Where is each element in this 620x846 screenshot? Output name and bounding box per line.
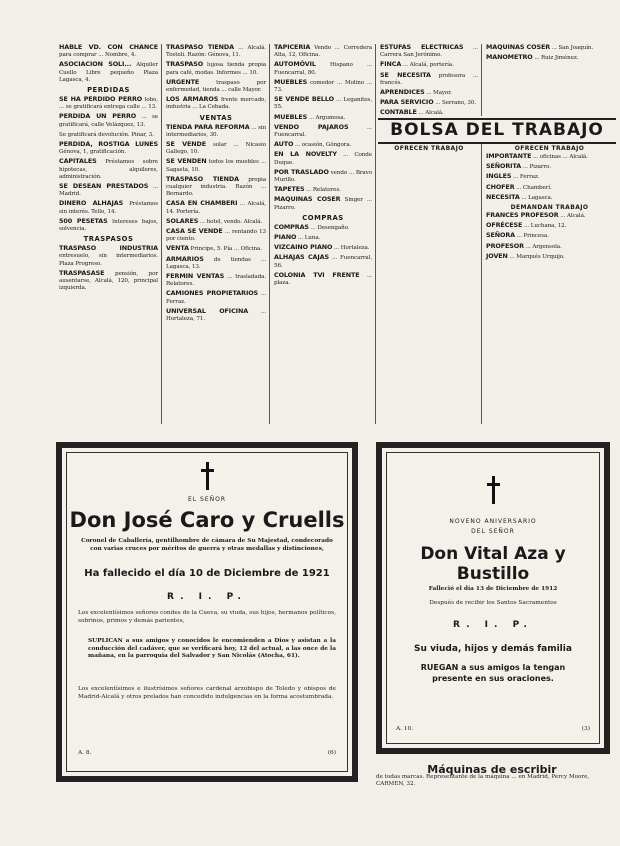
classified-ad	[274, 186, 372, 194]
ad-body: ... Serrano, 30.	[435, 100, 477, 107]
classified-ad	[166, 141, 266, 156]
classified-ad	[486, 222, 613, 230]
section-heading: OFRECEN TRABAJO	[514, 145, 585, 152]
classified-ad	[166, 273, 266, 288]
classified-ad	[166, 176, 266, 199]
classified-ad	[380, 109, 478, 116]
deceased-name: Don José Caro y Cruells	[69, 508, 345, 532]
ad-body: Préstamos sobre hipotecas, alquileres, administración.	[59, 159, 158, 180]
ad-headline: POR TRASLADO	[274, 167, 329, 176]
ad-body: ... Alcalá. Tostoli. Razón: Génova, 11.	[166, 45, 266, 59]
classified-ad	[486, 194, 613, 202]
ad-headline: SE NECESITA	[380, 70, 431, 79]
ad-body: ... plaza.	[274, 272, 372, 287]
ad-headline: ASOCIACION SOLI...	[59, 60, 132, 69]
classified-ad	[59, 158, 158, 181]
ad-headline: PERDIDA, ROSTIGA LUNES	[59, 140, 158, 149]
ad-headline: URGENTE	[166, 77, 200, 86]
ad-body: propia cualquier industria. Razón ... Bernardo.	[166, 176, 266, 198]
ad-headline: JOVEN	[486, 251, 508, 260]
classified-ad	[166, 44, 266, 59]
ad-body: ... Fuencarral.	[274, 124, 372, 139]
ad-headline: AUTOMÓVIL	[274, 60, 316, 69]
ad-body: ... Fuencarral, 56.	[274, 255, 372, 269]
ad-headline: MUEBLES	[274, 77, 308, 86]
ad-headline: MUEBLES	[274, 112, 308, 121]
ad-body: ... Alcalá.	[560, 213, 586, 220]
classified-ad	[380, 44, 478, 59]
ad-headline: TAPETES	[274, 185, 305, 194]
ad-headline: SE HA PERDIDO PERRO	[59, 95, 143, 104]
ad-body: ... Madrid.	[59, 184, 158, 198]
classified-column-1	[56, 44, 162, 424]
ad-body: ... sin intermediarios, 30.	[166, 124, 266, 138]
ad-headline: ALHAJAS CAJAS	[274, 253, 330, 262]
ad-body: ... trasladada. Relatores.	[166, 274, 266, 288]
classified-ad	[59, 270, 158, 293]
ad-headline: CAMIONES PROPIETARIOS	[166, 289, 259, 298]
classified-ad	[380, 61, 478, 69]
ad-body: ... Conde Duque.	[274, 152, 372, 166]
classified-ad	[486, 243, 613, 251]
classified-ad	[59, 113, 158, 128]
classified-ad	[274, 196, 372, 211]
section-heading: OFRECEN TRABAJO	[394, 145, 464, 152]
ad-headline: CASA SE VENDE	[166, 227, 223, 236]
classified-ad	[59, 131, 158, 139]
rip-text: R. I. P.	[453, 620, 533, 630]
section-heading: PERDIDAS	[87, 86, 130, 95]
classified-ad	[486, 212, 613, 220]
obituary-aza	[376, 442, 610, 754]
ad-body: ... hotel, vendo. Alcalá.	[199, 218, 263, 225]
ad-body: ... Argumosa.	[308, 114, 346, 121]
ad-headline: COMPRAS	[274, 222, 309, 231]
ad-body: Préstamos sin interés. Tello, 14.	[59, 201, 158, 215]
classified-ad	[274, 124, 372, 139]
ad-headline: VENDO PAJAROS	[274, 122, 349, 131]
ad-headline: SEÑORITA	[486, 162, 522, 171]
reference-number: (6)	[327, 750, 336, 757]
family-text: Los excelentísimos señores condes de la Cueva, su viuda, sus hijos, hermanos políticos, sobrinos, primos y demás parientes,	[78, 610, 336, 624]
classified-column-5	[483, 44, 616, 116]
ad-headline: VENTA	[166, 244, 189, 253]
ad-body: Intereses bajos, solvencia.	[59, 218, 158, 233]
ad-headline: FINCA	[380, 60, 402, 69]
ad-body: ... Luna.	[297, 235, 321, 242]
ad-headline: MAQUINAS COSER	[486, 44, 551, 51]
classified-ad	[274, 96, 372, 111]
ad-headline: MAQUINAS COSER	[274, 195, 341, 204]
ad-headline: TRASPASASE	[59, 268, 105, 277]
ad-headline: SE VENDE BELLO	[274, 95, 334, 104]
classified-ad	[274, 244, 372, 252]
ad-body: ... Alcalá, 14. Portería.	[166, 201, 266, 215]
cross-icon	[201, 462, 213, 490]
ad-body: lujosa tienda propia para café, modas. Informes ... 10.	[166, 62, 266, 76]
ad-body: ... Desengaño.	[310, 224, 350, 231]
ad-headline: ARMARIOS	[166, 254, 204, 263]
deceased-name: Don Vital Aza y Bustillo	[420, 544, 566, 584]
ad-body: ... ocasión, Góngora.	[295, 142, 352, 149]
ad-body: comedor ... Molino ... 73.	[274, 79, 373, 94]
ad-body: lobo, ... se gratificará entrega calle ... 13.	[59, 97, 158, 111]
ad-body: ... Ferraz.	[513, 174, 540, 181]
ad-body: ... rentando 13 por ciento.	[166, 229, 266, 243]
classified-ad	[166, 79, 266, 94]
ad-body: frente mercado, industria ... La Cebada.	[166, 97, 266, 111]
ad-body: ... Lagasca.	[521, 194, 553, 201]
ad-headline: CONTABLE	[380, 108, 417, 116]
ad-body: traspaso por enfermedad, tienda ... calle Mayor.	[166, 79, 266, 94]
ad-headline: TRASPASO TIENDA	[166, 174, 239, 183]
classified-ad	[166, 245, 266, 253]
typewriter-ad-text: de todas marcas. Representante de la máquina ... en Madrid, Percy Moore, CARMEN, 32.	[376, 774, 590, 787]
classified-ad	[59, 96, 158, 111]
ad-headline: DINERO ALHAJAS	[59, 199, 124, 208]
classified-ad	[274, 169, 372, 184]
ad-headline: SE DESEAN PRESTADOS	[59, 182, 149, 191]
ad-body: todos los muebles ... Sagasta, 10.	[166, 159, 266, 173]
classified-ad	[166, 256, 266, 271]
classified-ad	[486, 253, 613, 261]
ad-headline: VIZCAINO PIANO	[274, 243, 333, 252]
ad-headline: OFRÉCESE	[486, 221, 523, 230]
classified-column-4	[377, 44, 482, 116]
ad-headline: CASA EN CHAMBERI	[166, 199, 238, 208]
ad-body: ... Mayor.	[426, 90, 452, 97]
classified-ad	[166, 61, 266, 76]
classified-ad	[59, 218, 158, 233]
ad-body: pensión, por ausentarse, Alcalá, 120, principal izquierda.	[59, 270, 158, 292]
request-text: RUEGAN a sus amigos la tengan presente en sus oraciones.	[420, 663, 566, 683]
ad-headline: ESTUFAS ELÉCTRICAS	[380, 44, 464, 51]
ad-headline: PERDIDA UN PERRO	[59, 112, 137, 121]
classified-ad	[274, 224, 372, 232]
ad-headline: PROFESOR	[486, 241, 524, 250]
ad-body: entresuelo, sin intermediarios. Plaza Progreso.	[59, 253, 158, 267]
ad-headline: HABLE VD. CON CHANCE	[59, 44, 158, 51]
death-date: Ha fallecido el día 10 de Diciembre de 1921	[84, 568, 330, 579]
ad-headline: CHOFER	[486, 182, 515, 191]
ad-headline: MANOMETRO	[486, 53, 533, 62]
classified-ad	[274, 141, 372, 149]
ad-body: ... Princesa.	[516, 233, 549, 240]
rip-text: R. I. P.	[167, 592, 247, 602]
ad-headline: SOLARES	[166, 216, 199, 225]
classified-ad	[166, 308, 266, 323]
ad-headline: SEÑORA	[486, 231, 516, 240]
classified-ad	[274, 151, 372, 166]
classified-ad	[486, 44, 613, 52]
classified-ad	[274, 272, 372, 287]
ad-headline: 500 PESETAS	[59, 216, 108, 225]
obituary-caro	[56, 442, 358, 782]
ad-body: ... se gratificará, calle Velázquez, 13.	[59, 114, 158, 128]
section-heading: COMPRAS	[302, 213, 344, 222]
section-heading: VENTAS	[199, 113, 233, 122]
ad-headline: TIENDA PARA REFORMA	[166, 122, 250, 131]
cross-icon	[487, 476, 499, 504]
typewriter-ad-title: Máquinas de escribir	[427, 763, 557, 776]
ad-body: ... Alcalá, portería.	[402, 62, 454, 69]
classified-column-2	[163, 44, 270, 424]
typewriter-ad	[376, 763, 608, 788]
bolsa-del-trabajo-heading: BOLSA DEL TRABAJO	[378, 118, 616, 144]
classified-ad	[274, 114, 372, 122]
ad-headline: TRASPASO	[166, 60, 204, 69]
deceased-description: Coronel de Caballería, gentilhombre de cámara de Su Majestad, condecorado con varias cruces por méritos de guerra y otras medallas y distinciones,	[81, 538, 333, 552]
classified-ad	[59, 141, 158, 156]
ad-body: Principe, 5. Pía ... Oficina.	[190, 246, 262, 253]
obituary-label: EL SEÑOR	[187, 496, 227, 503]
classified-ad	[59, 183, 158, 198]
ad-body: Génova, 1, gratificación.	[59, 149, 127, 156]
ad-body: ... Ferraz.	[166, 291, 266, 305]
request-text: SUPLICAN a sus amigos y conocidos le encomienden a Dios y asistan a la conducción del cadáver, que se verificará hoy, 12 del actual, a las once de la mañana, en la parroquia del Salvador y San Nicolás (Atocha, 61).	[88, 638, 336, 660]
ad-body: ... Argensola.	[525, 243, 562, 250]
classified-ad	[274, 234, 372, 242]
ad-headline: EN LA NOVELTY	[274, 150, 337, 159]
classified-ad	[486, 153, 613, 161]
classified-ad	[380, 89, 478, 97]
ad-body: Alquiler Cuello Libre pequeño Plaza Lagasca, 4.	[59, 62, 158, 83]
ad-headline: UNIVERSAL OFICINA	[166, 306, 249, 315]
classified-column-6	[483, 144, 616, 424]
ad-headline: TRASPASO INDUSTRIA	[59, 244, 158, 253]
ad-headline: CAPITALES	[59, 157, 97, 166]
classified-ad	[274, 61, 372, 76]
classified-ad	[274, 254, 372, 269]
indulgence-text: Los excelentísimos e ilustrísimos señores cardenal arzobispo de Toledo y obispos de Madrid-Alcalá y otros prelados han concedido indulgencias en la forma acostumbrada.	[78, 686, 336, 700]
ad-body: para comprar ... Nombre, 4.	[59, 52, 136, 59]
ad-body: Singer ... Pizarro.	[274, 197, 372, 211]
sacraments-text: Después de recibir los Santos Sacramentos	[429, 600, 557, 606]
classified-ad	[59, 44, 158, 59]
ad-body: profesora ... francés.	[380, 72, 478, 86]
ad-headline: NECESITA	[486, 192, 520, 201]
death-date: Falleció el día 13 de Diciembre de 1912	[428, 586, 558, 592]
classified-ad	[274, 79, 372, 94]
classified-column-3	[271, 44, 376, 424]
ad-headline: LOS ARMAROS	[166, 95, 219, 104]
ad-headline: SE VENDE	[166, 140, 207, 149]
ad-headline: APRENDICES	[380, 88, 425, 97]
ad-body: ... oficinas ... Alcalá.	[533, 154, 588, 160]
classified-ad	[486, 163, 613, 171]
ad-body: ... Chamberí.	[516, 184, 552, 191]
ad-body: ... San Joaquín.	[551, 45, 594, 51]
ad-body: solar ... Nicasio Gallego, 10.	[166, 142, 267, 156]
classified-ad	[380, 72, 478, 87]
classified-ad	[166, 228, 266, 243]
ad-body: Hispano ... Fuencarral, 80.	[274, 62, 372, 76]
classified-ad	[166, 200, 266, 215]
classified-ad	[486, 54, 613, 62]
classified-ad	[59, 61, 158, 84]
ad-headline: TAPICERÍA	[274, 44, 311, 51]
obituary-label: NOVENO ANIVERSARIO	[449, 518, 537, 525]
classified-ad	[59, 200, 158, 215]
reference-code: A. 10.	[396, 726, 414, 733]
family-text: Su viuda, hijos y demás familia	[414, 644, 572, 654]
section-heading: DEMANDAN TRABAJO	[510, 204, 589, 212]
ad-body: ... Ruiz Jiménez.	[534, 55, 579, 62]
reference-code: A. 8.	[78, 750, 92, 757]
ad-body: ... Alcalá.	[418, 110, 444, 116]
ad-headline: PARA SERVICIO	[380, 98, 434, 107]
classified-ad	[166, 158, 266, 173]
ad-body: Se gratificará devolución. Pinar, 3.	[59, 131, 154, 138]
ad-body: de tiendas ... Lagasca, 13.	[166, 256, 266, 270]
ad-headline: TRASPASO TIENDA	[166, 44, 234, 51]
classified-ad	[486, 184, 613, 192]
classified-ad	[380, 99, 478, 107]
ad-body: ... Hortaleza, 71.	[166, 308, 266, 323]
ad-body: Vendo ... Corredera Alta, 12, Oficina.	[274, 45, 372, 59]
classified-ad	[166, 96, 266, 111]
reference-number: (3)	[581, 726, 590, 733]
classified-ad	[166, 218, 266, 226]
ad-headline: IMPORTANTE	[486, 152, 532, 160]
ad-headline: SE VENDEN	[166, 157, 207, 166]
section-heading: TRASPASOS	[83, 235, 134, 244]
ad-body: ... Luchana, 12.	[524, 223, 567, 230]
ad-headline: AUTO	[274, 140, 294, 149]
ad-body: ... Carrera San Jerónimo.	[380, 45, 478, 59]
ad-headline: COLONIA TVI FRENTE	[274, 270, 360, 279]
ad-body: ... Marqués Urquijo.	[509, 253, 565, 260]
classified-ad	[274, 44, 372, 59]
ad-body: vendo ... Bravo Murillo.	[274, 169, 372, 184]
ad-body: ... Hortaleza.	[334, 245, 370, 252]
ad-headline: FRANCES PROFESOR	[486, 211, 559, 220]
ad-headline: FERMIN VENTAS	[166, 272, 225, 281]
classified-column-4b	[377, 144, 482, 424]
ad-headline: PIANO	[274, 233, 297, 242]
ad-body: ... Pizarro.	[522, 164, 551, 171]
ad-body: ... Relatores.	[306, 187, 341, 194]
ad-headline: INGLES	[486, 172, 512, 181]
obituary-label-2: DEL SEÑOR	[471, 528, 515, 535]
classified-ad	[486, 232, 613, 240]
classified-ad	[59, 245, 158, 268]
classified-ad	[486, 173, 613, 181]
ad-body: ... Leganitos, 55.	[274, 97, 372, 111]
classified-ad	[166, 124, 266, 139]
classified-ad	[166, 290, 266, 305]
